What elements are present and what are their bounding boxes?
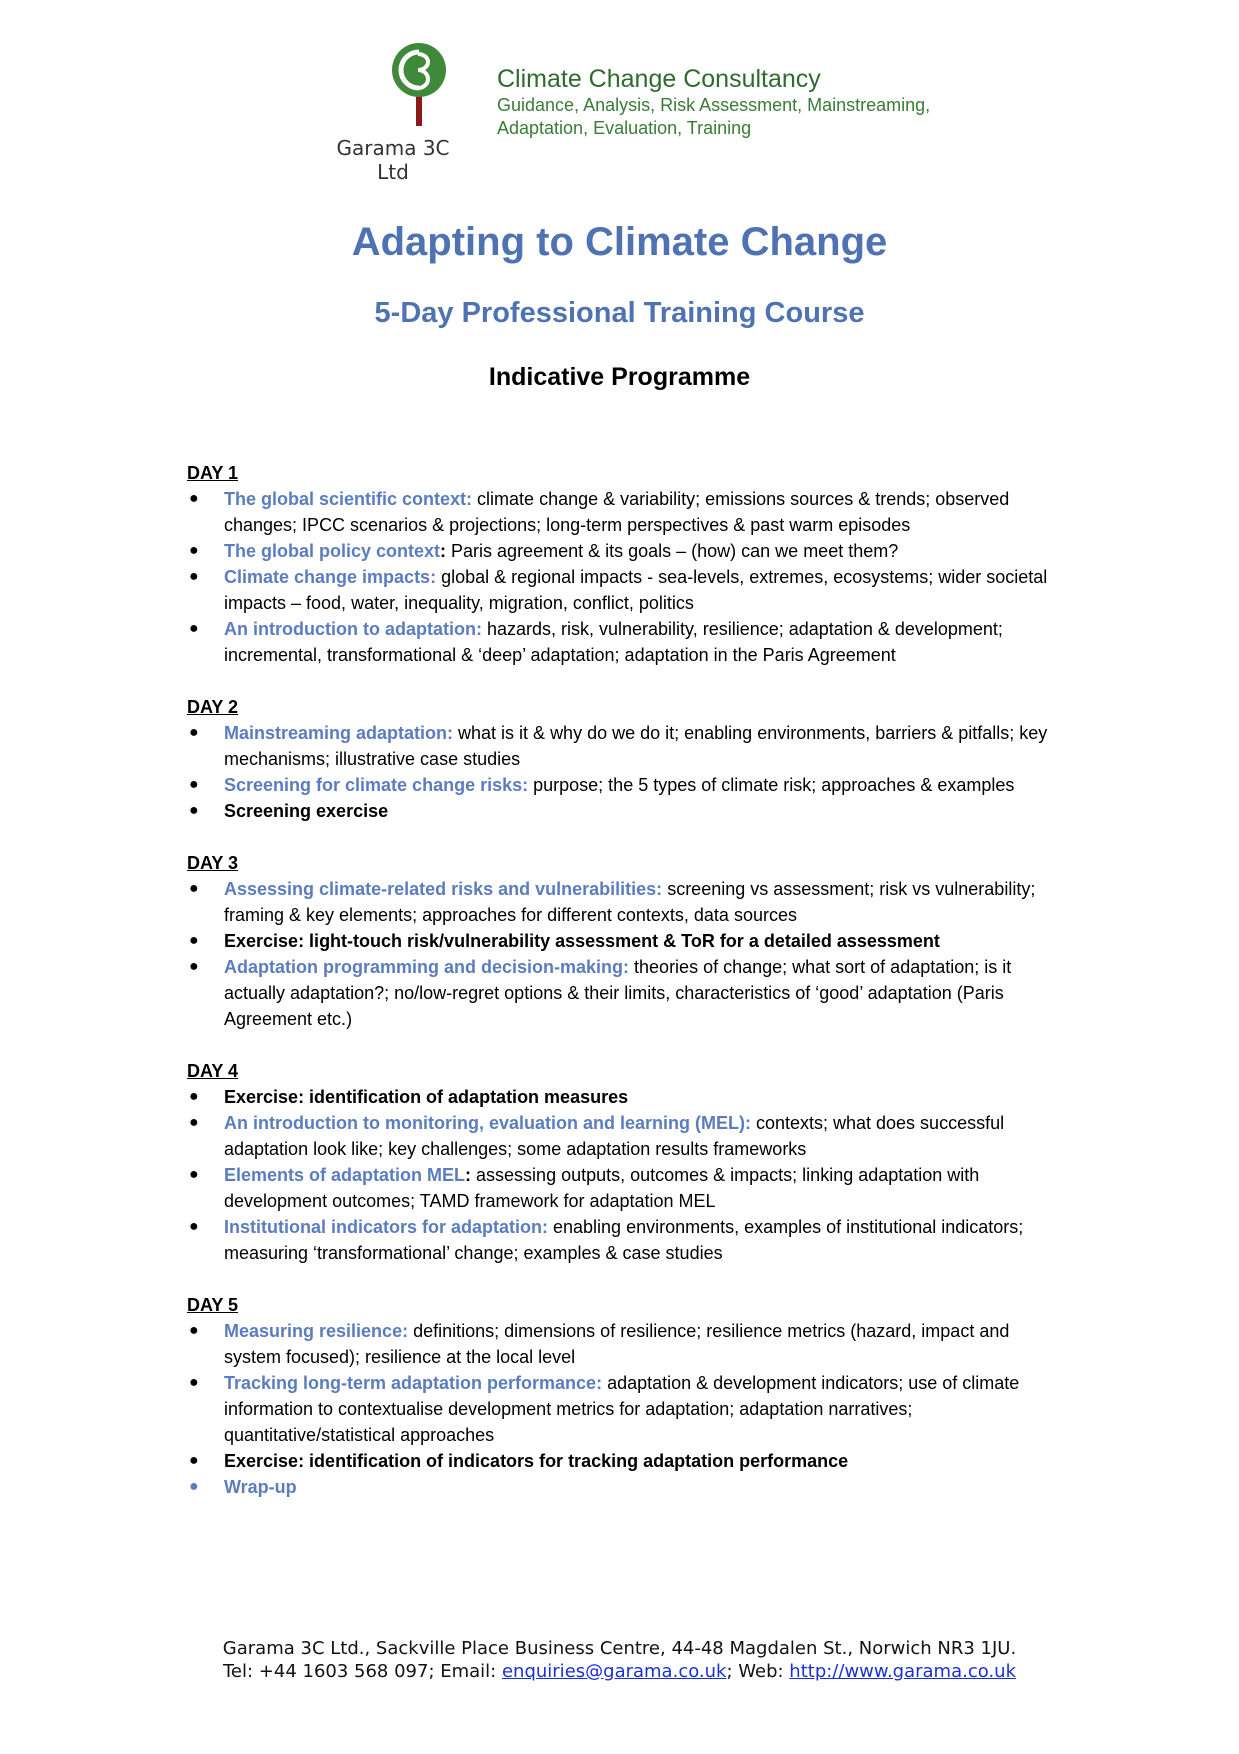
topic-title: The global policy context: [224, 541, 441, 561]
topic-description: purpose; the 5 types of climate risk; approaches & examples: [528, 775, 1015, 795]
list-item: [187, 616, 1067, 668]
tree-logo-icon: [388, 42, 450, 128]
bullet-icon: ●: [189, 1088, 199, 1105]
company-logo: [312, 42, 474, 184]
topic-description: screening vs assessment; risk vs vulnerability; framing & key elements; approaches for different contexts, data sources: [224, 879, 1036, 925]
topic-title: Adaptation programming and decision-making:: [224, 957, 630, 977]
topic-description: what is it & why do we do it; enabling environments, barriers & pitfalls; key mechanisms; illustrative case studies: [224, 723, 1048, 769]
bullet-icon: ●: [189, 1478, 199, 1495]
list-item: [187, 486, 1067, 538]
topic-title: Wrap-up: [224, 1477, 297, 1497]
website-link[interactable]: http://www.garama.co.uk: [789, 1661, 1016, 1682]
list-item: [187, 928, 1067, 954]
day-section: [187, 694, 1067, 824]
topic-separator: :: [465, 1165, 472, 1185]
topic-title: Measuring resilience:: [224, 1321, 409, 1341]
bullet-icon: ●: [189, 1452, 199, 1469]
list-item: [187, 1474, 1067, 1500]
bullet-icon: ●: [189, 1166, 199, 1183]
exercise-label: Exercise: light-touch risk/vulnerability assessment & ToR for a detailed assessment: [224, 931, 940, 951]
topic-description: contexts; what does successful adaptation look like; key challenges; some adaptation results frameworks: [224, 1113, 1005, 1159]
list-item: [187, 1370, 1067, 1448]
day-section: [187, 1058, 1067, 1266]
topic-description: climate change & variability; emissions sources & trends; observed changes; IPCC scenarios & projections; long-term perspectives & past warm episodes: [224, 489, 1010, 535]
programme-schedule: [187, 460, 1067, 1526]
footer-web-label: ; Web:: [726, 1661, 790, 1682]
bullet-icon: ●: [189, 880, 199, 897]
page-title: Adapting to Climate Change: [351, 220, 888, 264]
list-item: [187, 876, 1067, 928]
list-item: [187, 954, 1067, 1032]
company-tagline: Adaptation, Evaluation, Training: [497, 118, 752, 138]
list-item: [187, 1110, 1067, 1162]
topic-title: An introduction to adaptation:: [224, 619, 482, 639]
list-item: [187, 1162, 1067, 1214]
bullet-icon: ●: [189, 802, 199, 819]
footer-contact: [0, 1660, 1239, 1683]
bullet-icon: ●: [189, 620, 199, 637]
programme-heading: Indicative Programme: [488, 363, 751, 391]
day-heading: DAY 4: [187, 1061, 239, 1081]
topic-description: global & regional impacts - sea-levels, extremes, ecosystems; wider societal impacts – food, water, inequality, migration, conflict, politics: [224, 567, 1048, 613]
topic-description: definitions; dimensions of resilience; resilience metrics (hazard, impact and system focused); resilience at the local level: [224, 1321, 1010, 1367]
topic-description: hazards, risk, vulnerability, resilience; adaptation & development; incremental, transformational & ‘deep’ adaptation; adaptation in the Paris Agreement: [224, 619, 1003, 665]
topic-title: Screening for climate change risks:: [224, 775, 529, 795]
bullet-icon: ●: [189, 568, 199, 585]
topic-title: The global scientific context:: [224, 489, 473, 509]
topic-title: Institutional indicators for adaptation:: [224, 1217, 548, 1237]
day-items: [187, 486, 1067, 668]
exercise-label: Screening exercise: [224, 801, 389, 821]
bullet-icon: ●: [189, 776, 199, 793]
footer: [0, 1637, 1239, 1683]
bullet-icon: ●: [189, 1374, 199, 1391]
topic-separator: :: [440, 541, 447, 561]
bullet-icon: ●: [189, 1114, 199, 1131]
list-item: [187, 772, 1067, 798]
day-heading: DAY 1: [187, 463, 239, 483]
topic-title: Mainstreaming adaptation:: [224, 723, 454, 743]
footer-tel: Tel: +44 1603 568 097; Email:: [222, 1661, 502, 1682]
list-item: [187, 1084, 1067, 1110]
day-items: [187, 1084, 1067, 1266]
topic-description: enabling environments, examples of institutional indicators; measuring ‘transformational’ change; examples & case studies: [224, 1217, 1024, 1263]
topic-description: Paris agreement & its goals – (how) can we meet them?: [446, 541, 899, 561]
email-link[interactable]: enquiries@garama.co.uk: [501, 1661, 727, 1682]
day-heading: DAY 2: [187, 697, 239, 717]
page-subtitle: 5-Day Professional Training Course: [374, 297, 865, 329]
exercise-label: Exercise: identification of indicators for tracking adaptation performance: [224, 1451, 849, 1471]
day-section: [187, 1292, 1067, 1500]
bullet-icon: ●: [189, 724, 199, 741]
bullet-icon: ●: [189, 1218, 199, 1235]
bullet-icon: ●: [189, 542, 199, 559]
exercise-label: Exercise: identification of adaptation measures: [224, 1087, 629, 1107]
logo-caption: Garama 3C Ltd: [336, 136, 450, 184]
company-name: Climate Change Consultancy: [497, 65, 821, 93]
topic-description: assessing outputs, outcomes & impacts; linking adaptation with development outcomes; TAMD framework for adaptation MEL: [224, 1165, 980, 1211]
day-heading: DAY 3: [187, 853, 239, 873]
company-header: [497, 64, 930, 140]
list-item: [187, 720, 1067, 772]
topic-title: Tracking long-term adaptation performance:: [224, 1373, 603, 1393]
company-tagline: Guidance, Analysis, Risk Assessment, Mainstreaming,: [497, 95, 931, 115]
topic-title: Elements of adaptation MEL: [224, 1165, 466, 1185]
bullet-icon: ●: [189, 958, 199, 975]
day-section: [187, 460, 1067, 668]
day-items: [187, 1318, 1067, 1500]
list-item: [187, 564, 1067, 616]
topic-description: adaptation & development indicators; use of climate information to contextualise development metrics for adaptation; adaptation narratives; quantitative/statistical approaches: [224, 1373, 1020, 1445]
list-item: [187, 1214, 1067, 1266]
bullet-icon: ●: [189, 490, 199, 507]
topic-title: Assessing climate-related risks and vulnerabilities:: [224, 879, 663, 899]
footer-address: Garama 3C Ltd., Sackville Place Business Centre, 44-48 Magdalen St., Norwich NR3 1JU.: [222, 1638, 1017, 1659]
day-heading: DAY 5: [187, 1295, 239, 1315]
topic-title: An introduction to monitoring, evaluation and learning (MEL):: [224, 1113, 751, 1133]
topic-title: Climate change impacts:: [224, 567, 437, 587]
list-item: [187, 538, 1067, 564]
day-section: [187, 850, 1067, 1032]
day-items: [187, 876, 1067, 1032]
list-item: [187, 798, 1067, 824]
bullet-icon: ●: [189, 1322, 199, 1339]
topic-description: theories of change; what sort of adaptation; is it actually adaptation?; no/low-regret options & their limits, characteristics of ‘good’ adaptation (Paris Agreement etc.): [224, 957, 1012, 1029]
list-item: [187, 1448, 1067, 1474]
bullet-icon: ●: [189, 932, 199, 949]
day-items: [187, 720, 1067, 824]
list-item: [187, 1318, 1067, 1370]
